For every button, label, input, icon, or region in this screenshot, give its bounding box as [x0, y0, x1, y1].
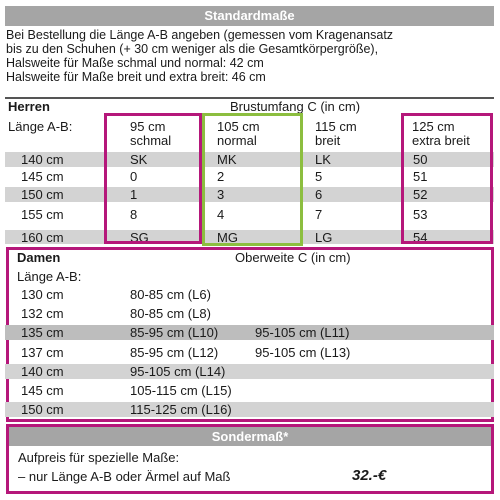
- col-size: 95 cm: [130, 119, 166, 134]
- size-cell: 2: [217, 169, 225, 184]
- size-cell: MK: [217, 152, 237, 167]
- range-cell: 85-95 cm (L12): [130, 345, 219, 360]
- size-cell: 5: [315, 169, 323, 184]
- length-cell: 155 cm: [21, 207, 64, 222]
- length-cell: 140 cm: [21, 152, 64, 167]
- length-cell: 132 cm: [21, 306, 64, 321]
- size-cell: 52: [413, 187, 428, 202]
- col-size: 115 cm: [315, 119, 357, 134]
- damen-row: [5, 325, 494, 340]
- range-cell: 80-85 cm (L6): [130, 287, 211, 302]
- col-size: 125 cm: [412, 119, 455, 134]
- sondermass-line: Aufpreis für spezielle Maße:: [18, 450, 180, 465]
- size-cell: 0: [130, 169, 138, 184]
- intro-line: Bei Bestellung die Länge A-B angeben (gemessen vom Kragenansatz: [6, 28, 394, 42]
- length-cell: 145 cm: [21, 383, 64, 398]
- intro-line: Halsweite für Maße schmal und normal: 42 cm: [6, 56, 264, 70]
- sondermass-title: Sondermaß*: [211, 429, 289, 444]
- range-cell: 105-115 cm (L15): [130, 383, 232, 398]
- length-cell: 145 cm: [21, 169, 64, 184]
- damen-row: [5, 383, 494, 398]
- range-cell: 85-95 cm (L10): [130, 325, 219, 340]
- col-fit: normal: [217, 133, 257, 148]
- size-cell: MG: [217, 230, 238, 245]
- damen-row: [5, 287, 494, 302]
- size-cell: 3: [217, 187, 225, 202]
- range-cell: 95-105 cm (L13): [255, 345, 351, 360]
- range-cell: 115-125 cm (L16): [130, 402, 232, 417]
- sondermass-header: [9, 427, 491, 446]
- col-fit: extra breit: [412, 133, 470, 148]
- size-cell: 4: [217, 207, 225, 222]
- length-cell: 160 cm: [21, 230, 64, 245]
- intro-line: bis zu den Schuhen (+ 30 cm weniger als die Gesamtkörpergröße),: [6, 42, 379, 56]
- herren-row: [5, 187, 494, 202]
- price-label: 32.-€: [352, 467, 387, 484]
- size-cell: 1: [130, 187, 138, 202]
- damen-row: [5, 306, 494, 321]
- length-cell: 135 cm: [21, 325, 64, 340]
- oberweite-label: Oberweite C (in cm): [235, 250, 351, 265]
- herren-title: Herren: [8, 99, 50, 114]
- damen-length-label: Länge A-B:: [17, 269, 82, 284]
- herren-row: [5, 230, 494, 244]
- size-cell: 50: [413, 152, 428, 167]
- col-size: 105 cm: [217, 119, 260, 134]
- length-cell: 140 cm: [21, 364, 64, 379]
- col-fit: breit: [315, 133, 341, 148]
- length-cell: 150 cm: [21, 402, 64, 417]
- size-cell: 51: [413, 169, 428, 184]
- intro-text: [6, 28, 492, 84]
- herren-row: [5, 152, 494, 167]
- range-cell: 95-105 cm (L14): [130, 364, 226, 379]
- damen-row: [5, 402, 494, 417]
- size-cell: LG: [315, 230, 333, 245]
- size-cell: 8: [130, 207, 138, 222]
- size-cell: SK: [130, 152, 148, 167]
- herren-row: [5, 207, 494, 222]
- herren-length-label: Länge A-B:: [8, 119, 73, 134]
- range-cell: 80-85 cm (L8): [130, 306, 211, 321]
- size-cell: LK: [315, 152, 331, 167]
- size-cell: 54: [413, 230, 428, 245]
- size-cell: SG: [130, 230, 149, 245]
- range-cell: 95-105 cm (L11): [255, 325, 350, 340]
- size-cell: 6: [315, 187, 323, 202]
- size-cell: 53: [413, 207, 428, 222]
- damen-row: [5, 345, 494, 360]
- length-cell: 150 cm: [21, 187, 64, 202]
- length-cell: 130 cm: [21, 287, 64, 302]
- standardmasse-title: Standardmaße: [204, 8, 295, 23]
- damen-row: [5, 364, 494, 379]
- length-cell: 137 cm: [21, 345, 64, 360]
- size-cell: 7: [315, 207, 323, 222]
- brustumfang-label: Brustumfang C (in cm): [230, 99, 361, 114]
- col-fit: schmal: [130, 133, 172, 148]
- intro-line: Halsweite für Maße breit und extra breit: 46 cm: [6, 70, 266, 84]
- standardmasse-header: [5, 6, 494, 26]
- sondermass-line: – nur Länge A-B oder Ärmel auf Maß: [18, 469, 231, 484]
- damen-title: Damen: [17, 250, 61, 265]
- herren-row: [5, 169, 494, 184]
